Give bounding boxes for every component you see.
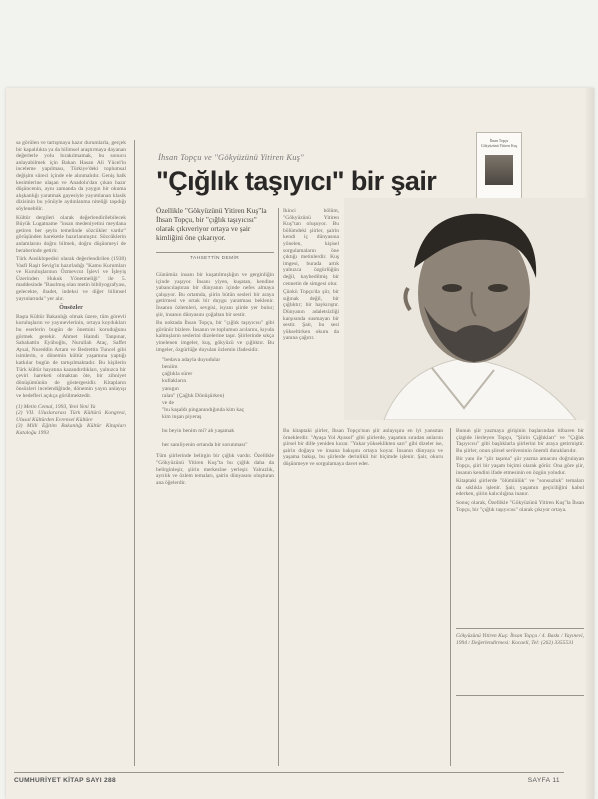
- col2-para-2: Bu noktada İhsan Topçu, bir "çığlık taşıyıcısı" gibi görünür bizlere. İnsanın ve toplumun acılarını, kıyıda kalmışların seslerini dizelerine taşır. Şiirlerinde sıkça yinelenen imgeler, kuş, gökyüzü ve çığlıktır. Bu imgeler, özgürlüğe duyulan özlemin ifadesidir.: [156, 320, 274, 353]
- col5-para-3: Kitaptaki şiirlerde "ölümlülük" ve "sonsuzluk" temaları da sıklıkla işlenir. Şair, yaşamın geçiciliğini kabul ederken, şiirin kalıcılığına inanır.: [456, 478, 584, 498]
- col3-para-2: Çünkü Topçu'da şiir, bir sığınak değil, bir çığlıktır; bir haykırıştır. Dünyanın adaletsizliği karşısında susmayan bir sestir. Şair, bu sesi yükseltirken okuru da yanına çağırır.: [283, 289, 339, 342]
- poem-line: "bu kaşaldı pinganındığında kim kaç: [162, 406, 245, 413]
- poem-line: beniim: [162, 364, 178, 371]
- page-edge-shadow: [584, 88, 594, 799]
- byline-rule: [156, 252, 274, 253]
- left-col-para-4: Başta Kültür Bakanlığı olmak üzere, tüm görevli kuruluşların ve yayınevlerinin, ortaya koydukları bu eserlerin bugün de önemini koruduğunu görmek gerekir. Ahmet Hamdi Tanpınar, Sabahattin Eyüboğlu, Nurullah Ataç, Saffet Aysal, Nureddin Artam ve Bedrettin Tuncel gibi isimlerin, o dönemin kültür yaşamına yaptığı katkılar bugün de tartışılmaktadır. Bu kişilerin Türk kültür hayatına kazandırdıkları, yalnızca bir çeviri hareketi olmaktan öte, bir zihniyet dönüşümünün de göstergesidir. Kitapların önsözleri incelendiğinde, dönemin yayın anlayışı ve hedefleri açıkça görülmektedir.: [16, 313, 126, 399]
- article-column-2: [156, 272, 274, 766]
- left-col-para-1: sa görülen ve tartışmaya hazır durumlarla, gerçek bir kapalılıkta ya da bilimsel araştırmaya dayanan değerlerle yolu bırakılmamak, bu sonucu anlayabilmek için Bakan Hasan Ali Yücel'in inceleme yapılması, Türkiye'deki toplumsal değişim süreci içinde ele alınmalıdır. Geniş halk kesimlerine ulaşan ve Anadolu'dan çıkan hazır düşüncenin, aynı zamanda da yaygın bir okuma alışkanlığı yaratmak gayesiyle yayımlanan klasik dizisinin bu yönüyle aydınlanma niteliği taşıdığı söylenebilir.: [16, 140, 126, 212]
- article-byline: TAHSETTİN DEMİR: [190, 256, 240, 261]
- left-col-references: (1) Metin Cemal, 1993, Yeni Yeni Ya (2) VII. Uluslararası Türk Kültürü Kongresi, Ulusal Kültürden Evrensel Kültüre (3) Milli Eğitim Bakanlığı Kültür Kitapları Kataloğu 1993: [16, 403, 126, 436]
- book-info-box: [456, 628, 584, 696]
- left-col-para-3: Türk Ansiklopedisi olarak değerlendirilen (1938) Vasfi Raşit Sevig'in hazırladığı "Kamu Kurumları ve Kuruluşlarının Özmevcut İşlevi ve İşleyiş Üzerinden Hukuk Yönetmeliği" ile 5. maddesinde "Basılmış olan metin bibliyografyası, gelecekte, ibadet, indeksi ve diğer bilimsel yayınlarında" yer alır.: [16, 256, 126, 302]
- col2-para-3: Tüm şiirlerinde belirgin bir çığlık vardır. Özellikle "Gökyüzünü Yitiren Kuş"ta bu çığlık daha da belirginleşir, şiirin merkezine yerleşir. Yalnızlık, ayrılık ve özlem temaları, şairin dünyasını oluşturan ana öğelerdir.: [156, 453, 274, 486]
- page-footer: [6, 774, 594, 790]
- book-cover-author: İhsan Topçu: [489, 139, 509, 143]
- footer-rule: [14, 772, 564, 773]
- column-rule-2: [278, 208, 279, 766]
- book-cover-title: Gökyüzünü Yitiren Kuş: [480, 144, 518, 148]
- poem-line: ralan" (Çağlık Dönüşürken): [162, 392, 225, 399]
- col5-para-2: Bir yanı ile "şiir taşıma" şiir yazma amacını doğrulayan Topçu, şiiri bir yaşam biçimi olarak görür. Ona göre şiir, insanın kendini ifade etmesinin en özgün yoludur.: [456, 456, 584, 476]
- poem-line: kim inşan piyeraş: [162, 413, 202, 420]
- book-info-text: Gökyüzünü Yitiren Kuş: İhsan Topçu / 4. Baskı / Yayınevi, 1994 / Değerlendirmesi: Kocaeli, Tel: (262) 3355531: [456, 633, 584, 646]
- book-cover-photo: [485, 155, 513, 185]
- article-kicker: İhsan Topçu ve "Gökyüzünü Yitiren Kuş": [158, 152, 304, 162]
- col5-para-1: Bunun şiir yazmaya girişinin başlarından itibaren bir çizgide ilerleyen Topçu, "Şiirin Çığlıkları" ve "Çığlık Taşıyıcısı" gibi başlıklarla şiirlerini bir araya getirmiştir. Bu şiirler, onun şiirsel serüveninin önemli duraklarıdır.: [456, 428, 584, 454]
- article-column-4: [283, 428, 443, 766]
- poem-line: her sanıliyenin ortanda bir sorunması": [162, 442, 248, 449]
- poem-line: [162, 435, 274, 442]
- book-cover-thumbnail: [476, 132, 522, 206]
- col5-para-4: Sonuç olarak, Özellikle "Gökyüzünü Yitiren Kuş"la İhsan Topçu, bir "çığlık taşıyıcısı" olarak çıkıyor ortaya.: [456, 499, 584, 513]
- newspaper-page: [6, 88, 594, 799]
- article-column-3: [283, 208, 339, 428]
- poem-line: ve de: [162, 399, 174, 406]
- left-column: [16, 140, 126, 766]
- footer-page-number: SAYFA 11: [527, 777, 560, 784]
- poem-line: [162, 421, 274, 428]
- footer-publication: CUMHURİYET KİTAP SAYI 288: [14, 777, 116, 784]
- poem-line: "bedava adayla duyudular: [162, 357, 221, 364]
- portrait-illustration: [344, 198, 586, 420]
- poem-line: kullakların: [162, 378, 187, 385]
- column-rule-4: [450, 428, 451, 766]
- left-col-para-2: Kültür dergileri olarak değerlendirilebilecek Büyük Lugatname "insan medeniyetini meydana getiren her şeyin temelinde sözcükler vardır" görüşünden hareketle hazırlanmıştır. Sözcüklerin anlamlarını doğru bilmek, doğru düşünmeyi de beraberinde getirir.: [16, 214, 126, 254]
- article-column-5: [456, 428, 584, 624]
- poem-line: çağlıkla sürer: [162, 371, 193, 378]
- poem-excerpt: [162, 357, 274, 449]
- left-col-subhead: Önsözler: [59, 304, 83, 312]
- portrait-photo: [344, 198, 586, 420]
- poem-line: bu beyin benim mi? ah yaşamak: [162, 428, 235, 435]
- article-headline: "Çığlık taşıyıcı" bir şair: [156, 166, 437, 196]
- col4-para-1: Bu kitaptaki şiirler, İhsan Topçu'nun şiir anlayışını en iyi yansıtan örneklerdir. "Ayaşa Yol Ayasol" gibi şiirlerde, yaşamın sıradan anlarını şiirsel bir dille yeniden kurar. "Yakar yükseklikten sarı" gibi dizeler ise, şairin doğaya ve insana bakışını ortaya koyar. İnsanın dünyaya ve yaşama bakışı, bu şiirlerde derinlikli bir biçimde işlenir. Şair, okuru düşünmeye ve sorgulamaya davet eder.: [283, 428, 443, 467]
- col2-para-1: Günümüz insanı bir kuşatılmışlığın ve gerginliğin içinde yaşıyor. İnsanı yiyen, kuşatan, kendine yabancılaştıran bir dünyanın içinde nefes almaya çalışıyor. Bu ortamda, şiirin bütün sesleri bir araya getirmesi ve ortak bir duygu yaratması beklenir. İnsanın özlemleri, sevgisi, isyanı şiirde yer bulur; şiir, insanın dünyasını çoğaltan bir sestir.: [156, 272, 274, 318]
- col3-para-1: İkinci bölüm, "Gökyüzünü Yitiren Kuş"tan oluşuyor. Bu bölümdeki şiirler, şairin kendi iç dünyasına yönelen, kişisel sorgulamaların öne çıktığı metinlerdir. Kuş imgesi, burada artık yalnızca özgürlüğün değil, kaybedilmiş bir cennetin de simgesi olur.: [283, 208, 339, 287]
- article-lead: Özellikle "Gökyüzünü Yitiren Kuş"la İhsan Topçu, bir "çığlık taşıyıcısı" olarak çıkıveriyor ortaya ve şair kimliğini öne çıkarıyor.: [156, 206, 267, 242]
- poem-line: yanıgın: [162, 385, 179, 392]
- column-rule-left: [134, 140, 135, 766]
